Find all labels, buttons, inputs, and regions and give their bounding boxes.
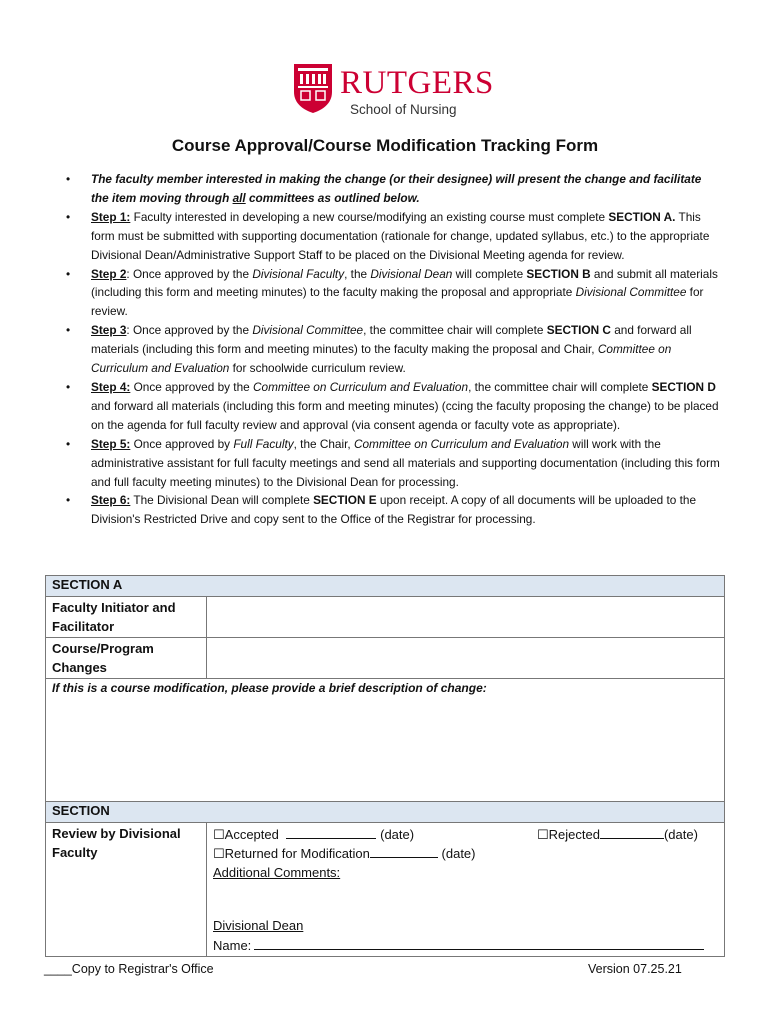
logo-brand: RUTGERS [340,65,494,101]
list-item: • Step 5: Once approved by Full Faculty, the Chair, Committee on Curriculum and Evaluation will work with the administrative assistant for full faculty meetings and send all materials and supporting documentation (including this form and full faculty meeting minutes) to the Divisional Dean for processing. [66,436,720,489]
list-item: • Step 1: Faculty interested in developing a new course/modifying an existing course must complete SECTION A. This form must be submitted with supporting documentation (rationale for change, updated syllabus, etc.) to the appropriate Divisional Dean/Administrative Support Staff to be placed on the Divisional Meeting agenda for review. [66,209,710,262]
rejected-checkbox[interactable]: ☐Rejected [537,827,600,842]
returned-date-line[interactable] [370,843,438,858]
accepted-date-label: (date) [380,827,415,842]
section-a-header: SECTION A [46,576,725,597]
initiator-field[interactable] [207,597,725,638]
rutgers-logo [292,62,492,126]
list-item: • Step 6: The Divisional Dean will complete SECTION E upon receipt. A copy of all documents will be uploaded to the Division's Restricted Drive and copy sent to the Office of the Registrar for processing. [66,493,697,527]
comments-area[interactable] [213,882,718,916]
returned-date-label: (date) [441,846,476,861]
list-item: • Step 4: Once approved by the Committee on Curriculum and Evaluation, the committee chair will complete SECTION D and forward all materials (including this form and meeting minutes) (ccing the faculty proposing the change) to be placed on the agenda for full faculty review and approval (via consent agenda or faculty vote as appropriate). [66,379,719,432]
section-b-header: SECTION [46,802,725,823]
description-field[interactable] [46,679,725,802]
review-cell [207,823,725,957]
version-label: Version 07.25.21 [588,962,682,976]
list-item: • The faculty member interested in making the change (or their designee) will present the change and facilitate the item moving through all committees as outlined below. [66,172,702,205]
instruction-list [58,170,722,529]
list-item: • Step 2: Once approved by the Divisional Faculty, the Divisional Dean will complete SECTION B and submit all materials (including this form and meeting minutes) to the faculty making the proposal and appropriate Divisional Committee for review. [66,266,718,319]
accepted-checkbox[interactable]: ☐Accepted [213,827,279,842]
review-label: Review by Divisional Faculty [46,823,207,957]
initiator-label: Faculty Initiator and Facilitator [46,597,207,638]
name-line[interactable] [254,935,704,950]
page-title: Course Approval/Course Modification Tracking Form [171,136,599,155]
rejected-date-label: (date) [663,827,698,842]
rutgers-shield-icon [292,62,334,114]
changes-label: Course/Program Changes [46,638,207,679]
intro-text: The faculty member interested in making the change (or their designee) will present the change and facilitate the item moving through all committees as outlined below. [91,172,702,205]
tracking-form-table [45,575,725,957]
divisional-dean-label: Divisional Dean [213,918,304,933]
additional-comments-label: Additional Comments: [213,865,341,880]
rejected-date-line[interactable] [600,824,664,839]
accepted-date-line[interactable] [286,824,376,839]
name-label: Name: [213,938,252,953]
changes-field[interactable] [207,638,725,679]
logo-subtitle: School of Nursing [350,102,457,117]
returned-checkbox[interactable]: ☐Returned for Modification [213,846,370,861]
list-item: • Step 3: Once approved by the Divisional Committee, the committee chair will complete SECTION C and forward all materials (including this form and meeting minutes) to the faculty making the proposal and Chair, Committee on Curriculum and Evaluation for schoolwide curriculum review. [66,323,692,376]
copy-to-registrar: ____Copy to Registrar's Office [44,962,214,976]
description-prompt: If this is a course modification, please provide a brief description of change: [52,681,487,695]
